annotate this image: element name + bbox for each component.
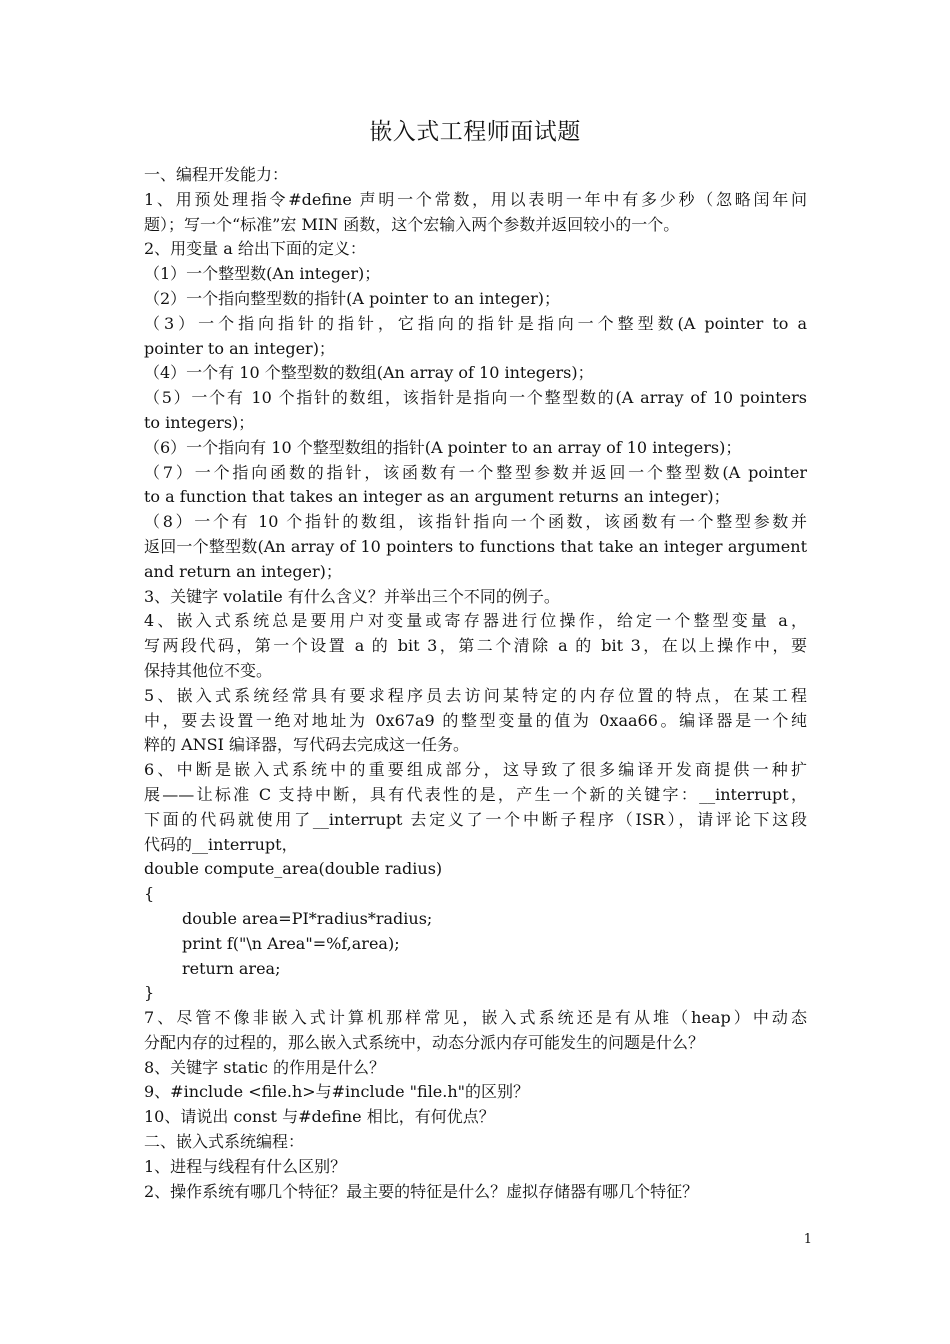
text-line: print f("\n Area"=%f,area);: [182, 933, 400, 953]
text-line: }: [144, 983, 155, 1003]
text-line: （7）一个指向函数的指针，该函数有一个整型参数并返回一个整型数(A pointer: [144, 462, 807, 482]
text-line: 一、编程开发能力：: [144, 165, 289, 184]
text-line: （3）一个指向指针的指针，它指向的指针是指向一个整型数(A pointer to a: [144, 313, 807, 333]
text-line: double compute_area(double radius): [144, 859, 443, 879]
text-line: and return an integer)；: [144, 561, 342, 581]
text-line: 题）；写一个“标准”宏 MIN 函数，这个宏输入两个参数并返回较小的一个。: [144, 214, 680, 234]
text-line: to a function that takes an integer as an argument returns an integer)；: [144, 487, 730, 507]
text-line: 2、操作系统有哪几个特征？最主要的特征是什么？虚拟存储器有哪几个特征？: [144, 1181, 699, 1201]
text-line: 代码的__interrupt，: [144, 834, 298, 854]
text-line: （8）一个有 10 个指针的数组，该指针指向一个函数，该函数有一个整型参数并: [144, 512, 807, 532]
text-line: （1）一个整型数(An integer)；: [144, 264, 381, 284]
text-line: 二、嵌入式系统编程：: [144, 1132, 305, 1152]
page-number: 1: [803, 1232, 812, 1247]
text-line: （6）一个指向有 10 个整型数组的指针(A pointer to an array of 10 integers)；: [144, 437, 742, 457]
text-line: 分配内存的过程的，那么嵌入式系统中，动态分派内存可能发生的问题是什么？: [144, 1032, 705, 1052]
text-line: （4）一个有 10 个整型数的数组(An array of 10 integers)；: [144, 363, 594, 383]
text-line: 6、中断是嵌入式系统中的重要组成部分，这导致了很多编译开发商提供一种扩: [144, 760, 807, 780]
text-line: 5、嵌入式系统经常具有要求程序员去访问某特定的内存位置的特点，在某工程: [144, 685, 807, 705]
text-line: pointer to an integer)；: [144, 338, 335, 358]
text-line: 写两段代码，第一个设置 a 的 bit 3，第二个清除 a 的 bit 3，在以上操作中，要: [144, 636, 807, 656]
text-line: 9、#include <file.h>与#include "file.h"的区别？: [144, 1082, 530, 1102]
text-line: 8、关键字 static 的作用是什么？: [144, 1057, 386, 1077]
text-line: 3、关键字 volatile 有什么含义？并举出三个不同的例子。: [144, 586, 560, 606]
text-line: 2、用变量 a 给出下面的定义：: [144, 239, 366, 259]
text-line: 1、进程与线程有什么区别？: [144, 1156, 347, 1176]
text-line: 返回一个整型数(An array of 10 pointers to functions that take an integer argument: [144, 536, 807, 556]
text-line: （2）一个指向整型数的指针(A pointer to an integer)；: [144, 288, 560, 308]
text-line: 展——让标准 C 支持中断，具有代表性的是，产生一个新的关键字：__interrupt，: [144, 784, 807, 804]
text-line: to integers)；: [144, 412, 255, 432]
document-body: [144, 163, 807, 1204]
text-line: 7、尽管不像非嵌入式计算机那样常见，嵌入式系统还是有从堆（heap）中动态: [144, 1008, 807, 1028]
text-line: double area=PI*radius*radius;: [182, 908, 433, 928]
text-line: {: [144, 884, 155, 904]
text-line: 保持其他位不变。: [144, 660, 273, 680]
text-line: 下面的代码就使用了__interrupt 去定义了一个中断子程序（ISR），请评论下这段: [144, 809, 807, 829]
text-line: 10、请说出 const 与#define 相比，有何优点？: [144, 1107, 495, 1127]
text-line: 1、用预处理指令#define 声明一个常数，用以表明一年中有多少秒（忽略闰年问: [144, 189, 807, 209]
text-line: 中，要去设置一绝对地址为 0x67a9 的整型变量的值为 0xaa66。编译器是一个纯: [144, 710, 807, 730]
text-line: return area;: [182, 958, 281, 978]
document-title: 嵌入式工程师面试题: [369, 119, 581, 145]
text-line: 4、嵌入式系统总是要用户对变量或寄存器进行位操作，给定一个整型变量 a，: [144, 611, 807, 631]
text-line: （5）一个有 10 个指针的数组，该指针是指向一个整型数的(A array of 10 pointers: [144, 388, 807, 408]
text-line: 粹的 ANSI 编译器，写代码去完成这一任务。: [144, 735, 470, 755]
